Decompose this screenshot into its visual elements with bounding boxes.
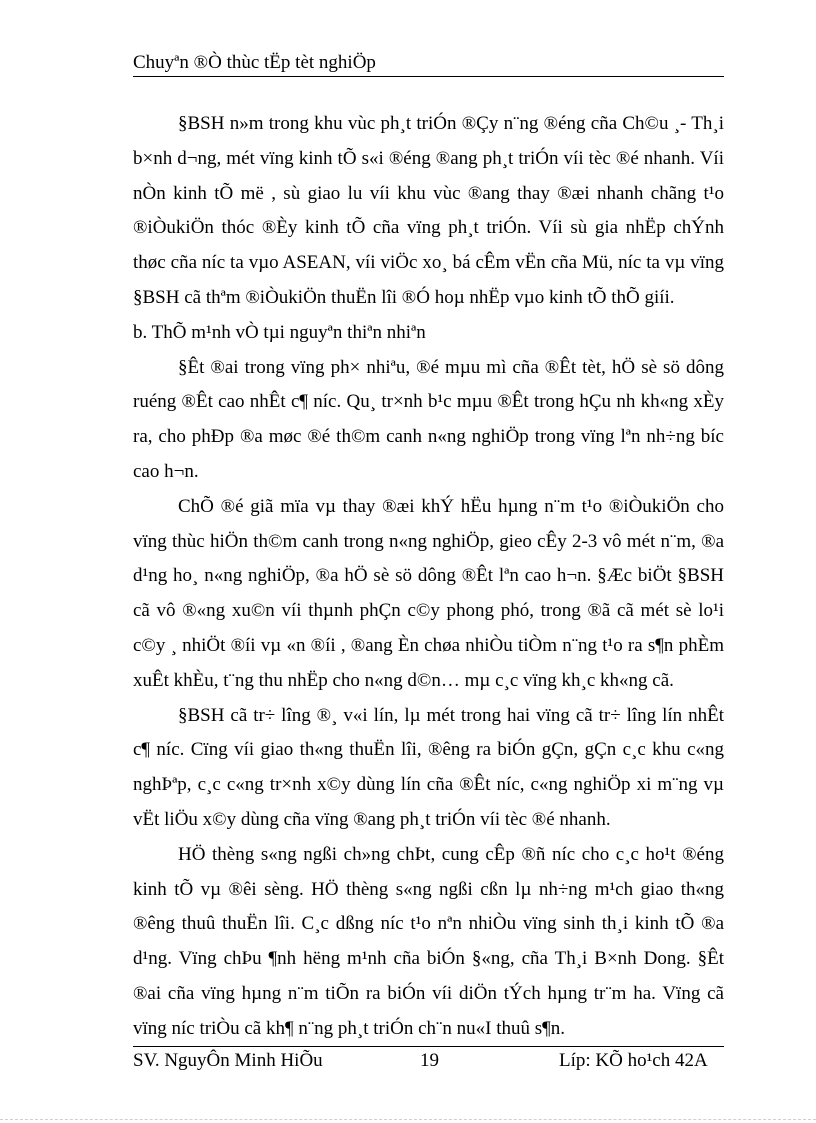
document-body [133, 107, 724, 1047]
footer-divider [133, 1046, 724, 1047]
section-heading-natural-resources: b. ThÕ m¹nh vÒ tµi nguyªn thiªn nhiªn [133, 321, 426, 343]
footer-author: SV. NguyÔn Minh HiÕu [133, 1050, 323, 1071]
page-number: 19 [420, 1050, 439, 1071]
paragraph-land: §Êt ®ai trong vïng ph× nhiªu, ®é mµu mì cña ®Êt tèt, hÖ sè sö dông ruéng ®Êt cao nhÊt c¶ níc. Qu¸ tr×nh b¹c mµu ®Êt trong hÇu nh kh«ng xÈy ra, cho phÐp ®a møc ®é th©m canh n«ng nghiÖp trong vïng lªn nh÷ng bíc cao h¬n. [133, 356, 724, 482]
paragraph-rivers: HÖ thèng s«ng ngßi ch»ng chÞt, cung cÊp ®ñ níc cho c¸c ho¹t ®éng kinh tÕ vµ ®êi sèng. HÖ thèng s«ng ngßi cßn lµ nh÷ng m¹ch giao th«ng ®êng thuû thuËn lîi. C¸c dßng níc t¹o nªn nhiÒu vïng sinh th¸i kinh tÕ ®a d¹ng. Vïng chÞu ¶nh hëng m¹nh cña biÓn §«ng, cña Th¸i B×nh Dong. §Êt ®ai cña vïng hµng n¨m tiÕn ra biÓn víi diÖn tÝch hµng tr¨m ha. Vïng cã vïng níc triÒu cã kh¶ n¨ng ph¸t triÓn ch¨n nu«I thuû s¶n. [133, 843, 724, 1039]
paragraph-economic-context: §BSH n»m trong khu vùc ph¸t triÓn ®Çy n¨ng ®éng cña Ch©u ¸- Th¸i b×nh d¬ng, mét vïng kinh tÕ s«i ®éng ®ang ph¸t triÓn víi tèc ®é nhanh. Víi nÒn kinh tÕ më , sù giao lu víi khu vùc ®ang thay ®æi nhanh chãng t¹o ®iÒukiÖn thóc ®Èy kinh tÕ cña vïng ph¸t triÓn. Víi sù gia nhËp chÝnh thøc cña níc ta vµo ASEAN, víi viÖc xo¸ bá cÊm vËn cña Mü, níc ta vµ vïng §BSH cã thªm ®iÒukiÖn thuËn lîi ®Ó hoµ nhËp vµo kinh tÕ thÕ giíi. [133, 113, 724, 308]
paragraph-limestone: §BSH cã tr÷ lîng ®¸ v«i lín, lµ mét trong hai vïng cã tr÷ lîng lín nhÊt c¶ níc. Cïng víi giao th«ng thuËn lîi, ®êng ra biÓn gÇn, gÇn c¸c khu c«ng nghÞªp, c¸c c«ng tr×nh x©y dùng lín cña ®Êt níc, c«ng nghiÖp xi m¨ng vµ vËt liÖu x©y dùng cña vïng ®ang ph¸t triÓn víi tèc ®é nhanh. [133, 704, 724, 830]
header-divider [133, 76, 724, 77]
paragraph-climate: ChÕ ®é giã mïa vµ thay ®æi khÝ hËu hµng n¨m t¹o ®iÒukiÖn cho vïng thùc hiÖn th©m canh trong n«ng nghiÖp, gieo cÊy 2-3 vô mét n¨m, ®a d¹ng ho¸ n«ng nghiÖp, ®a hÖ sè sö dông ®Êt lªn cao h¬n. §Æc biÖt §BSH cã vô ®«ng xu©n víi thµnh phÇn c©y phong phó, trong ®ã cã mét sè lo¹i c©y ¸ nhiÖt ®íi vµ «n ®íi , ®ang Èn chøa nhiÒu tiÒm n¨ng t¹o ra s¶n phÈm xuÊt khÈu, t¨ng thu nhËp cho n«ng d©n… mµ c¸c vïng kh¸c kh«ng cã. [133, 495, 724, 691]
page-header-title: Chuyªn ®Ò thùc tËp tèt nghiÖp [133, 52, 376, 73]
page-bottom-edge [0, 1119, 816, 1120]
footer-class: Líp: KÕ ho¹ch 42A [559, 1050, 708, 1071]
